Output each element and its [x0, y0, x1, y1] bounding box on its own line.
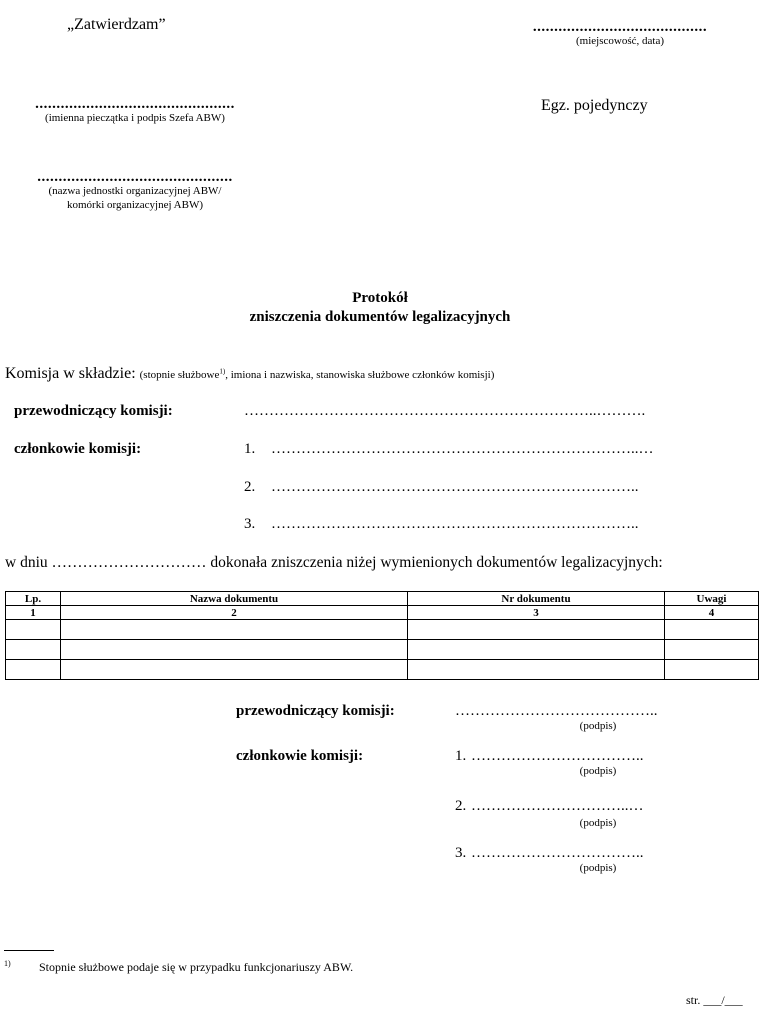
- date-suffix: dokonała zniszczenia niżej wymienionych dokumentów legalizacyjnych:: [210, 554, 663, 571]
- members-label: członkowie komisji:: [14, 441, 142, 457]
- member-2-num: 2.: [244, 479, 256, 495]
- table-cell[interactable]: [61, 640, 408, 660]
- copy-label: Egz. pojedynczy: [541, 97, 648, 114]
- chair-dots: ……………………………………………………………..……….: [244, 403, 646, 419]
- col-number-2: 2: [61, 606, 408, 620]
- unit-caption-line2: komórki organizacyjnej ABW): [66, 199, 204, 211]
- commission-note: [140, 369, 495, 381]
- table-row: [6, 640, 759, 660]
- sig-member-3-dots: ……………………………..: [471, 845, 644, 861]
- table-cell[interactable]: [61, 620, 408, 640]
- member-3-dots: ………………………………………………………………..: [271, 516, 639, 532]
- member-1-num: 1.: [244, 441, 256, 457]
- stamp-dots: ...............................................: [35, 96, 235, 112]
- header-name: Nazwa dokumentu: [61, 592, 408, 606]
- approval-heading: „Zatwierdzam”: [67, 16, 166, 33]
- title-line1: Protokół: [352, 290, 408, 306]
- sig-member-2-caption: (podpis): [579, 817, 617, 829]
- place-date-field: [530, 20, 710, 48]
- unit-dots: ..............................................: [37, 169, 233, 185]
- sig-chair-label: przewodniczący komisji:: [236, 703, 395, 719]
- table-cell[interactable]: [665, 640, 759, 660]
- sig-member-3-num: 3.: [455, 845, 467, 861]
- unit-caption-line1: (nazwa jednostki organizacyjnej ABW/: [48, 185, 222, 197]
- commission-note-part2: , imiona i nazwiska, stanowiska służbowe członków komisji): [225, 369, 495, 381]
- table-cell[interactable]: [6, 660, 61, 680]
- table-cell[interactable]: [408, 620, 665, 640]
- table-cell[interactable]: [61, 660, 408, 680]
- sig-member-1-num: 1.: [455, 748, 467, 764]
- stamp-caption: (imienna pieczątka i podpis Szefa ABW): [45, 112, 225, 124]
- header-notes: Uwagi: [665, 592, 759, 606]
- chair-label: przewodniczący komisji:: [14, 403, 173, 419]
- document-title: [0, 289, 760, 327]
- member-1-dots: ………………………………………………………………..…: [271, 441, 654, 457]
- table-cell[interactable]: [6, 640, 61, 660]
- commission-label: Komisja w składzie:: [5, 365, 136, 382]
- date-prefix: w dniu: [5, 554, 48, 571]
- col-number-1: 1: [6, 606, 61, 620]
- member-2-dots: ………………………………………………………………..: [271, 479, 639, 495]
- header-lp: Lp.: [6, 592, 61, 606]
- col-number-4: 4: [665, 606, 759, 620]
- table-header-row: [6, 592, 759, 606]
- commission-note-part1: (stopnie służbowe: [139, 369, 220, 381]
- table-cell[interactable]: [665, 620, 759, 640]
- footnote-marker: 1): [4, 959, 11, 968]
- footnote-text: Stopnie służbowe podaje się w przypadku funkcjonariuszy ABW.: [39, 960, 354, 974]
- sig-member-1-dots: ……………………………..: [471, 748, 644, 764]
- place-date-dots: .........................................: [532, 19, 708, 35]
- member-3-num: 3.: [244, 516, 256, 532]
- table-row: [6, 660, 759, 680]
- table-cell[interactable]: [6, 620, 61, 640]
- sig-member-1-caption: (podpis): [579, 765, 617, 777]
- table-number-row: [6, 606, 759, 620]
- footnote-ref: 1): [219, 367, 226, 376]
- page-number: str. ___/___: [686, 993, 743, 1007]
- footnote-rule: [4, 950, 54, 951]
- sig-chair-caption: (podpis): [579, 720, 617, 732]
- sig-member-3-caption: (podpis): [579, 862, 617, 874]
- sig-member-2-num: 2.: [455, 798, 467, 814]
- table-row: [6, 620, 759, 640]
- sig-chair-dots: …………………………………..: [455, 703, 658, 719]
- sig-member-2-dots: …………………………..…: [471, 798, 644, 814]
- table-cell[interactable]: [665, 660, 759, 680]
- documents-table: [5, 591, 759, 680]
- table-cell[interactable]: [408, 660, 665, 680]
- date-dots: …………………………: [51, 554, 207, 571]
- place-date-caption: (miejscowość, data): [576, 35, 664, 47]
- col-number-3: 3: [408, 606, 665, 620]
- sig-members-label: członkowie komisji:: [236, 748, 364, 764]
- title-line2: zniszczenia dokumentów legalizacyjnych: [249, 309, 511, 325]
- date-line: [5, 554, 663, 572]
- commission-line: [5, 365, 494, 383]
- stamp-signature-field: [30, 97, 240, 125]
- unit-field: [30, 170, 240, 212]
- header-number: Nr dokumentu: [408, 592, 665, 606]
- table-cell[interactable]: [408, 640, 665, 660]
